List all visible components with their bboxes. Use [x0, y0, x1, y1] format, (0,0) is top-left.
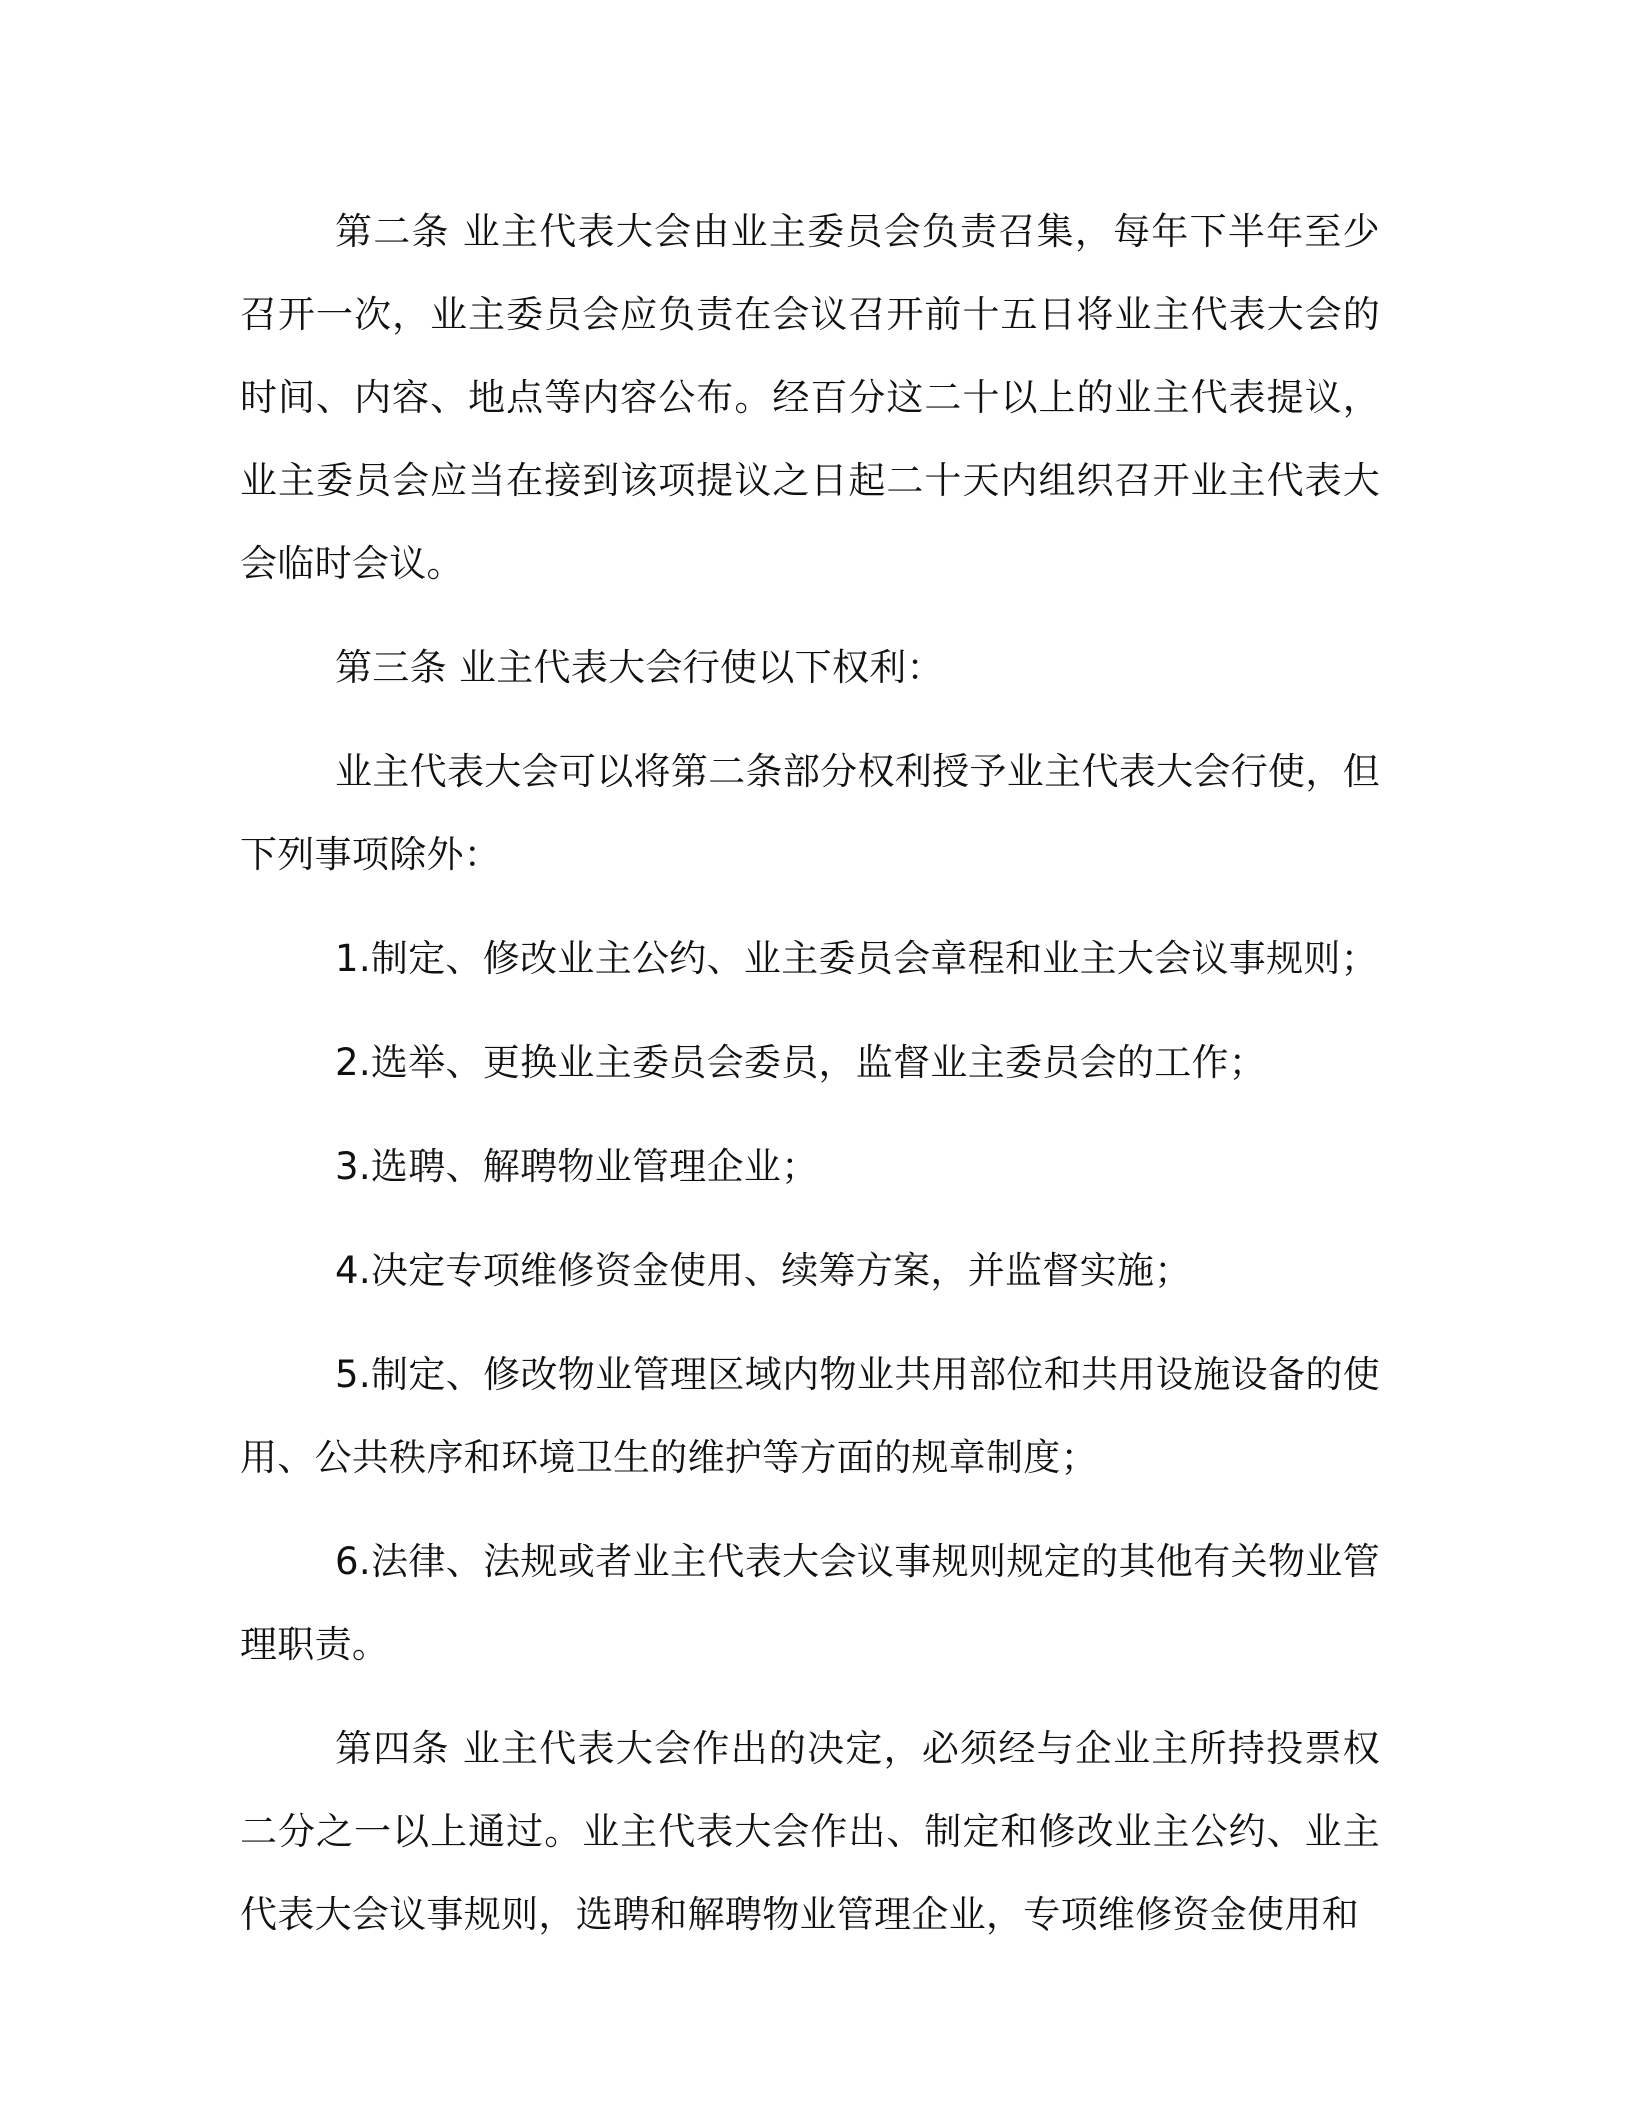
list-item-6: 6.法律、法规或者业主代表大会议事规则规定的其他有关物业管理职责。 — [240, 1540, 1380, 1666]
article-4-paragraph: 第四条 业主代表大会作出的决定，必须经与企业主所持投票权二分之一以上通过。业主代表大会作出、制定和修改业主公约、业主代表大会议事规则，选聘和解聘物业管理企业，专项维修资金使用和 — [240, 1727, 1380, 1936]
document-page — [240, 190, 1380, 1956]
list-item-4: 4.决定专项维修资金使用、续筹方案，并监督实施； — [335, 1249, 1192, 1292]
list-item-2: 2.选举、更换业主委员会委员，监督业主委员会的工作； — [335, 1041, 1267, 1084]
list-item-1: 1.制定、修改业主公约、业主委员会章程和业主大会议事规则； — [335, 937, 1378, 980]
delegation-paragraph: 业主代表大会可以将第二条部分权利授予业主代表大会行使，但下列事项除外： — [240, 750, 1380, 876]
list-item-5: 5.制定、修改物业管理区域内物业共用部位和共用设施设备的使用、公共秩序和环境卫生的维护等方面的规章制度； — [240, 1353, 1380, 1479]
list-item-3: 3.选聘、解聘物业管理企业； — [335, 1145, 819, 1188]
article-2-paragraph: 第二条 业主代表大会由业主委员会负责召集，每年下半年至少召开一次，业主委员会应负责在会议召开前十五日将业主代表大会的时间、内容、地点等内容公布。经百分这二十以上的业主代表提议，业主委员会应当在接到该项提议之日起二十天内组织召开业主代表大会临时会议。 — [240, 210, 1380, 585]
article-3-paragraph: 第三条 业主代表大会行使以下权利： — [335, 646, 944, 689]
